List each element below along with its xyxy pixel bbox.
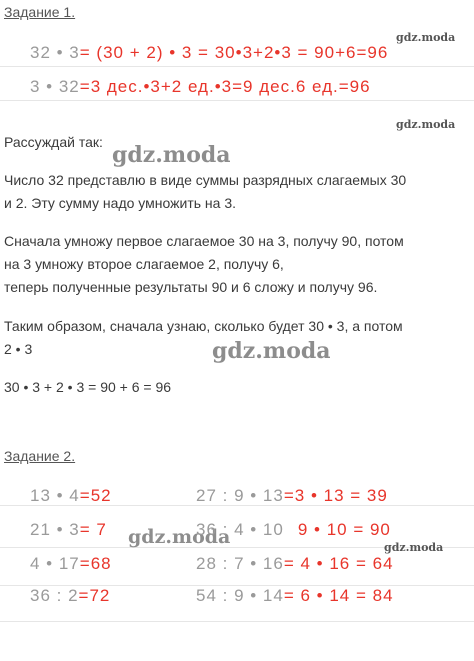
task2-right-row (196, 586, 394, 606)
watermark-large: gdz.moda (112, 142, 231, 168)
task1-line2-expression: 3 • 32 (30, 77, 80, 96)
explanation-formula: 30 • 3 + 2 • 3 = 90 + 6 = 96 (4, 379, 172, 395)
ruled-line (0, 66, 474, 67)
explanation-p2-line1: Сначала умножу первое слагаемое 30 на 3, получу 90, потом (4, 233, 404, 249)
task1-line2 (30, 77, 371, 97)
task2-left-row (30, 486, 112, 506)
task2-expression: 27 : 9 • 13 (196, 486, 284, 505)
task2-left-row (30, 586, 110, 606)
task1-line1 (30, 43, 388, 63)
task2-expression: 54 : 9 • 14 (196, 586, 284, 605)
watermark-small: gdz.moda (396, 31, 456, 44)
explanation-p1-line1: Число 32 представлю в виде суммы разрядных слагаемых 30 (4, 172, 407, 188)
task2-left-row (30, 520, 107, 540)
task2-answer: = 4 • 16 = 64 (283, 554, 394, 573)
task2-expression: 21 • 3 (30, 520, 80, 539)
explanation-p1-line2: и 2. Эту сумму надо умножить на 3. (4, 195, 236, 211)
watermark-small: gdz.moda (384, 541, 444, 554)
watermark-small: gdz.moda (396, 118, 456, 131)
task2-answer: 9 • 10 = 90 (297, 520, 391, 539)
task2-right-row (196, 520, 391, 540)
task2-right-row (196, 554, 394, 574)
task2-answer: =52 (79, 486, 112, 505)
task2-expression: 4 • 17 (30, 554, 80, 573)
task2-expression: 36 : 2 (30, 586, 79, 605)
explanation-p2-line2: на 3 умножу второе слагаемое 2, получу 6, (4, 256, 284, 272)
task1-line2-solution: =3 дес.•3+2 ед.•3=9 дес.6 ед.=96 (79, 77, 371, 96)
task2-expression: 28 : 7 • 16 (196, 554, 284, 573)
watermark-large: gdz.moda (128, 526, 231, 548)
task2-answer: = 6 • 14 = 84 (283, 586, 394, 605)
task2-answer: = 7 (79, 520, 107, 539)
task2-answer: =68 (79, 554, 112, 573)
ruled-line (0, 100, 474, 101)
explanation-p3-line1: Таким образом, сначала узнаю, сколько будет 30 • 3, а потом (4, 318, 403, 334)
explanation-intro: Рассуждай так: (4, 134, 103, 150)
ruled-line (0, 621, 474, 622)
task2-right-row (196, 486, 388, 506)
task1-line1-expression: 32 • 3 (30, 43, 80, 62)
task2-expression: 13 • 4 (30, 486, 80, 505)
task2-heading: Задание 2. (4, 448, 76, 464)
explanation-p2-line3: теперь полученные результаты 90 и 6 сложу и получу 96. (4, 279, 378, 295)
task2-left-row (30, 554, 112, 574)
task1-heading: Задание 1. (4, 4, 76, 20)
watermark-large: gdz.moda (212, 338, 331, 364)
task2-expression: 36 : 4 • 10 (196, 520, 284, 539)
task2-answer: =72 (78, 586, 111, 605)
explanation-p3-line2: 2 • 3 (4, 341, 33, 357)
task1-line1-solution: = (30 + 2) • 3 = 30•3+2•3 = 90+6=96 (79, 43, 389, 62)
task2-answer: =3 • 13 = 39 (283, 486, 388, 505)
